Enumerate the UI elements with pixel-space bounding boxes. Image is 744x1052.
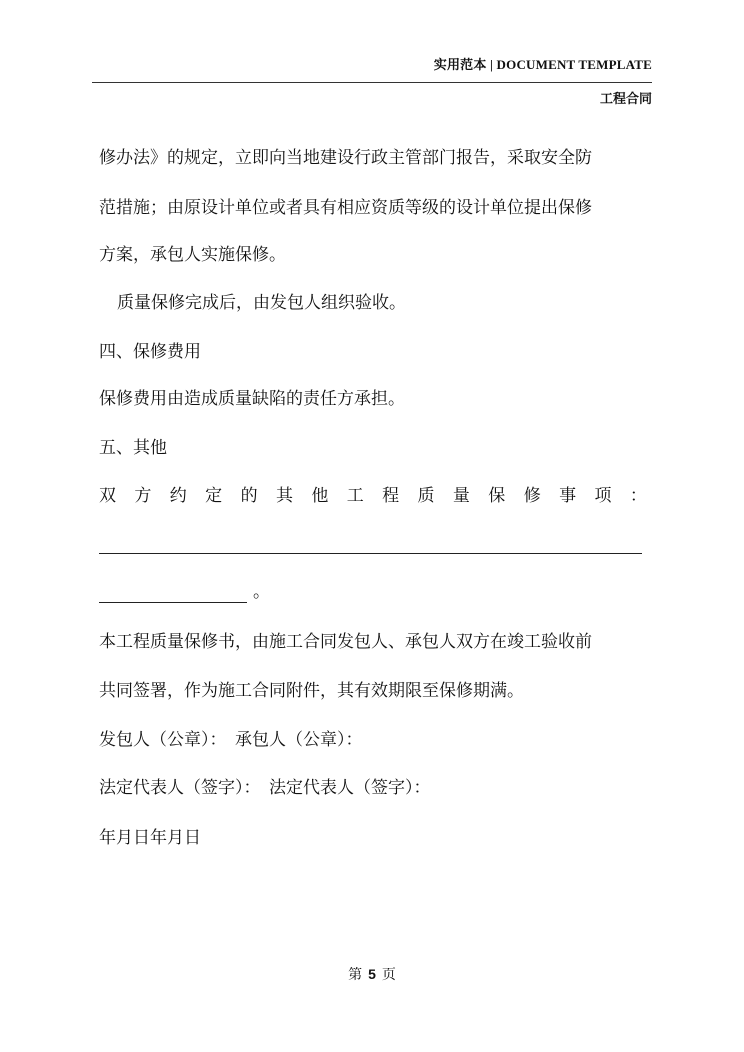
justified-char: 项: [594, 486, 612, 506]
paragraph-line-11: 共同签署，作为施工合同附件，其有效期限至保修期满。: [99, 681, 524, 701]
justified-char: 约: [169, 486, 187, 506]
justified-char: 双: [99, 486, 116, 506]
paragraph-line-1: 修办法》的规定，立即向当地建设行政主管部门报告，采取安全防: [99, 148, 592, 168]
header-sub: 工程合同: [599, 91, 652, 106]
justified-char: 事: [559, 486, 577, 506]
signature-line-2: 法定代表人（签字）： 法定代表人（签字）：: [99, 778, 431, 798]
justified-char: 其: [275, 486, 293, 506]
fill-in-blank-end: [99, 580, 270, 604]
section-heading-4: 四、保修费用: [99, 342, 201, 362]
fill-in-blank-line: [99, 553, 642, 554]
justified-char: 他: [311, 486, 329, 506]
justified-char: 量: [452, 486, 470, 506]
header-top: 实用范本 | DOCUMENT TEMPLATE: [433, 57, 652, 72]
paragraph-line-10: 本工程质量保修书，由施工合同发包人、承包人双方在竣工验收前: [99, 632, 592, 652]
justified-char: 方: [134, 486, 152, 506]
paragraph-line-3: 方案，承包人实施保修。: [99, 245, 286, 265]
justified-char: 定: [205, 486, 223, 506]
paragraph-line-2: 范措施；由原设计单位或者具有相应资质等级的设计单位提出保修: [99, 198, 592, 218]
date-line: 年月日年月日: [99, 828, 201, 848]
justified-char: 保: [488, 486, 506, 506]
footer-prefix: 第: [348, 967, 363, 983]
justified-char: 的: [240, 486, 258, 506]
justified-char: 修: [523, 486, 541, 506]
signature-line-1: 发包人（公章）： 承包人（公章）：: [99, 730, 363, 750]
justified-char: 程: [382, 486, 400, 506]
page-number: 5: [368, 966, 376, 982]
justified-char: 工: [346, 486, 364, 506]
period: 。: [253, 582, 270, 602]
paragraph-line-6: 保修费用由造成质量缺陷的责任方承担。: [99, 389, 405, 409]
paragraph-line-4: 质量保修完成后，由发包人组织验收。: [117, 293, 406, 313]
header-divider: [92, 82, 652, 83]
footer-suffix: 页: [381, 967, 396, 983]
justified-char: 质: [417, 486, 435, 506]
section-heading-5: 五、其他: [99, 438, 167, 458]
justified-line: [99, 484, 647, 508]
page-footer: [0, 964, 744, 984]
justified-char: ：: [629, 486, 647, 506]
fill-in-blank-short: [99, 602, 247, 603]
